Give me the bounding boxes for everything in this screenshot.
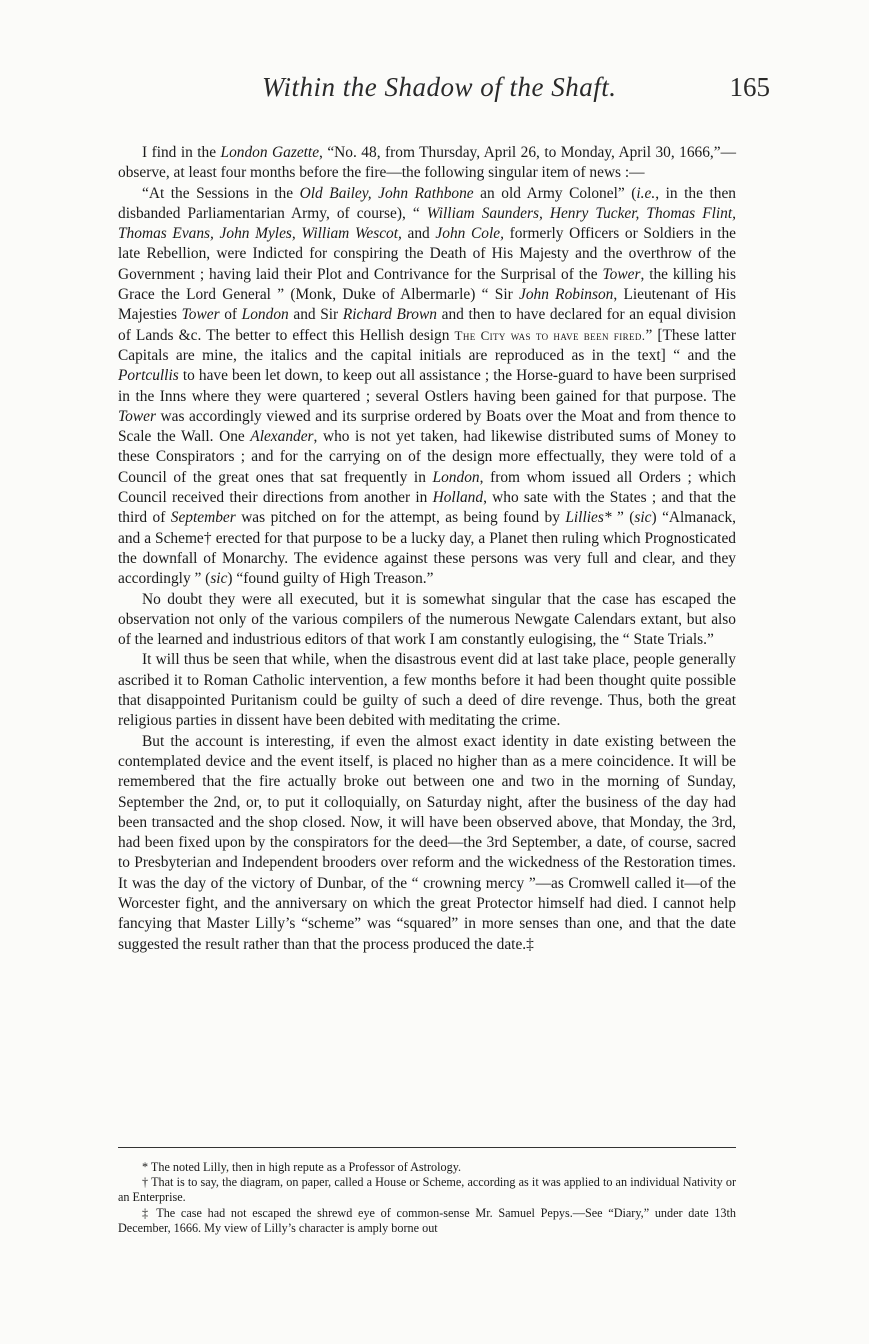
paragraph-2-gazette-quote: “At the Sessions in the Old Bailey, John Rathbone an old Army Colonel” (i.e., in the then disbanded Parliamentarian Army, of course), “ William Saunders, Henry Tucker, Thomas Flint, Thomas Evans, John Myles, William Wescot, and John Cole, formerly Officers or Soldiers in the late Rebellion, were Indicted for conspiring the Death of His Majesty and the overthrow of the Government ; having laid their Plot and Contrivance for the Surprisal of the Tower, the killing his Grace the Lord General ” (Monk, Duke of Albermarle) “ Sir John Robinson, Lieutenant of His Majesties Tower of London and Sir Richard Brown and then to have declared for an equal division of Lands &c. The better to effect this Hellish design The City was to have been fired.” [These latter Capitals are mine, the italics and the capital initials are reproduced as in the text] “ and the Portcullis to have been let down, to keep out all assistance ; the Horse-guard to have been surprised in the Inns where they were quartered ; several Ostlers having been gained for that purpose. The Tower was accordingly viewed and its surprise ordered by Boats over the Moat and from thence to Scale the Wall. One Alexander, who is not yet taken, had likewise distributed sums of Money to these Conspirators ; and for the carrying on of the design more effectually, they were told of a Council of the great ones that sat frequently in London, from whom issued all Orders ; which Council received their directions from another in Holland, who sate with the States ; and that the third of September was pitched on for the attempt, as being found by Lillies* ” (sic) “Almanack, and a Scheme† erected for that purpose to be a lucky day, a Planet then ruling which Prognosticated the downfall of Monarchy. The evidence against these persons was very full and clear, and they accordingly ” (sic) “found guilty of High Treason.” [118,184,737,588]
footnote-2: † That is to say, the diagram, on paper, called a House or Scheme, according as it was applied to an individual Nativity or an Enterprise. [118,1175,736,1205]
running-title: Within the Shadow of the Shaft. [262,72,617,102]
paragraph-1: I find in the London Gazette, “No. 48, from Thursday, April 26, to Monday, April 30, 1666,”—observe, at least four months before the fire—the following singular item of news :— [118,144,736,182]
body-text [118,143,736,955]
footnote-1: * The noted Lilly, then in high repute as a Professor of Astrology. [142,1160,462,1174]
running-head [130,72,770,112]
footnotes [118,1160,736,1236]
page-number: 165 [729,72,770,102]
paragraph-3: No doubt they were all executed, but it is somewhat singular that the case has escaped the observation not only of the various compilers of the numerous Newgate Calendars extant, but also of the learned and industrious editors of that work I am constantly eulogising, the “ State Trials.” [118,590,736,649]
small-caps-phrase: The City was to have been fired. [454,327,646,343]
footnote-divider [118,1147,736,1148]
paragraph-5: But the account is interesting, if even the almost exact identity in date existing between the contemplated device and the event itself, is placed no higher than as a mere coincidence. It will be remembered that the fire actually broke out between one and two in the morning of Sunday, September the 2nd, or, to put it colloquially, on Saturday night, after the business of the day had been transacted and the shop closed. Now, it will have been observed above, that Monday, the 3rd, had been fixed upon by the conspirators for the deed—the 3rd September, a date, of course, sacred to Presbyterian and Independent brooders over reform and the wickedness of the Restoration times. It was the day of the victory of Dunbar, of the “ crowning mercy ”—as Cromwell called it—of the Worcester fight, and the anniversary on which the great Protector himself had died. I cannot help fancying that Master Lilly’s “scheme” was “squared” in more senses than one, and that the date suggested the result rather than that the process produced the date.‡ [118,732,736,953]
paragraph-4: It will thus be seen that while, when the disastrous event did at last take place, people generally ascribed it to Roman Catholic intervention, a few months before it had been thought quite possible that disappointed Puritanism could be guilty of such a deed of dire revenge. Thus, both the great religious parties in dissent have been debited with meditating the crime. [118,651,736,730]
footnote-3: ‡ The case had not escaped the shrewd eye of common-sense Mr. Samuel Pepys.—See “Diary,” under date 13th December, 1666. My view of Lilly’s character is amply borne out [118,1205,736,1235]
